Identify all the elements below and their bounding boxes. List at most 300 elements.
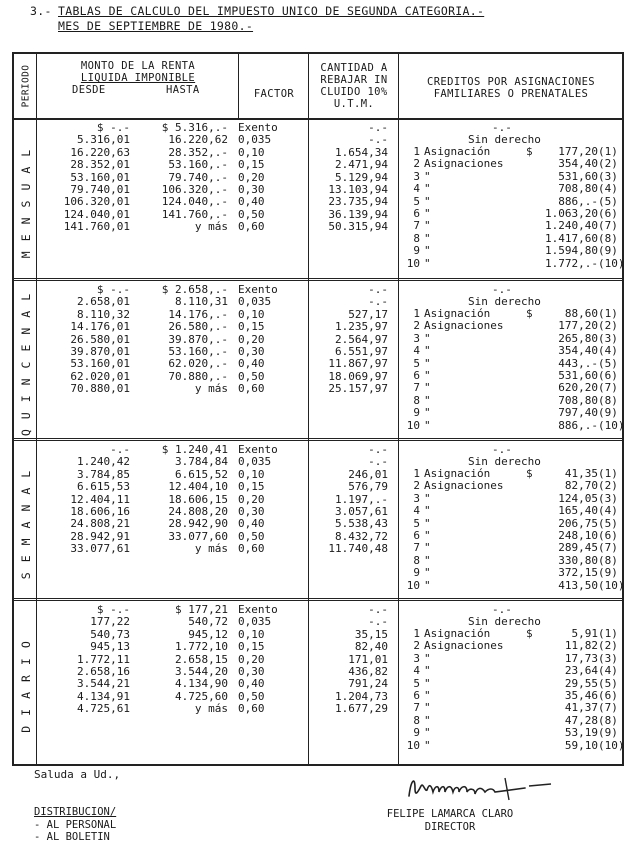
cell-desde: 12.404,11: [70, 492, 130, 506]
table-row: [14, 629, 398, 641]
cell-hasta: 1.772,10: [175, 640, 228, 654]
credit-row: [400, 333, 620, 345]
cell-hasta: 4.725,60: [175, 689, 228, 703]
table-row: [14, 654, 398, 666]
credit-label: ": [424, 566, 431, 580]
handwritten-signature: [405, 770, 555, 806]
credit-amount: 248,10: [558, 529, 598, 542]
credit-n: 5: [413, 516, 420, 530]
header-monto-line1: MONTO DE LA RENTA: [80, 60, 196, 72]
table-row: [14, 678, 398, 690]
credit-dollar: $: [526, 145, 533, 158]
credit-n: 5: [413, 194, 420, 208]
credit-amount: 354,40: [558, 344, 598, 358]
cell-desde: 62.020,01: [70, 369, 130, 383]
credit-label: Asignación: [424, 467, 491, 480]
credit-row: [400, 480, 620, 492]
cell-rebajar: 3.057,61: [335, 505, 388, 518]
cell-hasta: 4.134,90: [175, 677, 228, 691]
credit-idx: (2): [598, 479, 618, 493]
credit-amount: 1.417,60: [545, 231, 598, 245]
credit-idx: (2): [598, 639, 618, 653]
header-monto: [38, 60, 238, 96]
credit-amount: 41,35: [564, 467, 598, 480]
credit-label: ": [424, 393, 431, 407]
cell-hasta: $ 1.240,41: [161, 443, 228, 456]
period-label: QUINCENAL: [19, 283, 33, 437]
cell-desde: 6.615,53: [77, 480, 130, 494]
credit-row: [400, 505, 620, 517]
cell-desde: 1.772,11: [77, 652, 130, 666]
header-desde: DESDE: [72, 84, 106, 96]
cell-desde: 5.316,01: [77, 133, 130, 147]
table-row: [14, 159, 398, 171]
credit-label: ": [424, 244, 431, 258]
header-hasta: HASTA: [166, 84, 200, 96]
credit-label: ": [424, 529, 431, 542]
cell-desde: 79.740,01: [70, 183, 130, 196]
cell-factor: 0,15: [238, 320, 265, 334]
cell-desde: 24.808,21: [70, 517, 130, 531]
cell-hasta: y más: [194, 702, 228, 716]
credit-idx: (2): [598, 157, 618, 171]
distribution-item: - AL PERSONAL: [34, 818, 117, 831]
credit-idx: (10): [598, 256, 625, 270]
table-row: [14, 296, 398, 308]
credit-n: 3: [413, 491, 420, 505]
credit-amount: 206,75: [558, 516, 598, 530]
credit-amount: 11,82: [564, 639, 598, 653]
cell-desde: 124.040,01: [63, 207, 130, 221]
credit-amount: 53,19: [564, 726, 598, 740]
cell-factor: 0,50: [238, 369, 265, 383]
cell-desde: 2.658,16: [77, 665, 130, 678]
credit-label: ": [424, 726, 431, 740]
cell-desde: 8.110,32: [77, 307, 130, 321]
cell-rebajar: 11.740,48: [328, 542, 388, 556]
credit-row: [400, 738, 625, 752]
credit-row: [400, 542, 620, 554]
cell-rebajar: 23.735,94: [328, 195, 388, 209]
credit-row: [400, 171, 620, 183]
cell-desde: 33.077,61: [70, 542, 130, 556]
cell-factor: 0,035: [238, 295, 272, 309]
cell-rebajar: 436,82: [348, 665, 388, 678]
credit-idx: (6): [598, 689, 618, 702]
credit-n: 6: [413, 207, 420, 220]
cell-factor: 0,60: [238, 382, 265, 396]
credit-n: 6: [413, 369, 420, 382]
cell-desde: 28.942,91: [70, 529, 130, 543]
credit-label: ": [424, 194, 431, 208]
credit-n: 9: [413, 726, 420, 740]
table-row: [14, 494, 398, 506]
table-row: [14, 444, 398, 456]
cell-rebajar: 6.551,97: [335, 345, 388, 358]
cell-hasta: 62.020,.-: [168, 357, 228, 371]
credit-row: [400, 665, 620, 677]
credit-amount: 330,80: [558, 553, 598, 567]
credit-amount: 1.240,40: [545, 219, 598, 233]
cell-factor: 0,30: [238, 345, 265, 358]
period-label: SEMANAL: [19, 460, 33, 580]
credit-amount: 708,80: [558, 182, 598, 196]
cell-hasta: 14.176,.-: [168, 307, 228, 321]
credit-none: Sin derecho: [468, 133, 541, 146]
credit-label: ": [424, 256, 431, 270]
cell-desde: 28.352,01: [70, 158, 130, 172]
credit-amount: 372,15: [558, 566, 598, 580]
credit-amount: 5,91: [571, 627, 598, 640]
signer-title: DIRECTOR: [424, 821, 476, 833]
table-row: [14, 531, 398, 543]
credit-label: ": [424, 491, 431, 505]
cell-hasta: 3.544,20: [175, 665, 228, 678]
credit-row: [400, 233, 620, 245]
credit-amount: 88,60: [564, 307, 598, 320]
credits-column: [400, 121, 625, 278]
signer-name: FELIPE LAMARCA CLARO: [386, 808, 514, 820]
table-row: [14, 456, 398, 468]
credit-amount: 165,40: [558, 504, 598, 518]
credit-amount: 59,10: [564, 738, 598, 752]
cell-rebajar: -.-: [368, 133, 388, 147]
credit-none: Sin derecho: [468, 455, 541, 468]
table-row: [14, 284, 398, 296]
credit-row: [400, 653, 620, 665]
cell-factor: Exento: [238, 603, 278, 616]
cell-rebajar: -.-: [368, 283, 388, 296]
cell-factor: 0,20: [238, 332, 265, 346]
cell-hasta: 18.606,15: [168, 492, 228, 506]
credit-idx: (6): [598, 207, 618, 220]
table-row: [14, 309, 398, 321]
cell-hasta: 53.160,.-: [168, 158, 228, 172]
cell-rebajar: -.-: [368, 455, 388, 469]
credit-label: ": [424, 738, 431, 752]
cell-rebajar: 82,40: [354, 640, 388, 654]
cell-desde: 4.134,91: [77, 689, 130, 703]
credit-amount: 124,05: [558, 491, 598, 505]
cell-rebajar: 1.235,97: [335, 320, 388, 334]
cell-rebajar: 2.471,94: [335, 158, 388, 172]
table-row: [14, 469, 398, 481]
credit-label: ": [424, 553, 431, 567]
table-row: [14, 172, 398, 184]
cell-hasta: 70.880,.-: [168, 369, 228, 383]
period-section-mensual: [14, 120, 625, 280]
credit-idx: (5): [598, 676, 618, 690]
credit-row: [400, 220, 620, 232]
cell-hasta: $ 177,21: [175, 603, 228, 616]
credit-label: ": [424, 406, 431, 420]
cell-hasta: 945,12: [188, 627, 228, 641]
cell-hasta: 79.740,.-: [168, 170, 228, 184]
credit-n: 9: [413, 406, 420, 420]
header-factor: FACTOR: [253, 88, 295, 100]
credit-idx: (7): [598, 381, 618, 395]
cell-hasta: 124.040,.-: [161, 195, 228, 209]
cell-rebajar: 36.139,94: [328, 207, 388, 221]
cell-rebajar: 1.677,29: [335, 702, 388, 716]
credit-n: 7: [413, 381, 420, 395]
period-section-diario: [14, 602, 625, 764]
credit-idx: (2): [598, 319, 618, 333]
header-creditos: CREDITOS POR ASIGNACIONES FAMILIARES O PRENATALES: [426, 76, 596, 100]
cell-rebajar: -.-: [368, 615, 388, 629]
period-section-semanal: [14, 442, 625, 600]
credit-n: 5: [413, 676, 420, 690]
credit-n: 1: [413, 145, 420, 158]
cell-rebajar: 25.157,97: [328, 382, 388, 396]
table-row: [14, 196, 398, 208]
credit-dash: -.-: [492, 121, 512, 134]
credit-row: [400, 567, 620, 579]
credit-idx: (1): [598, 467, 618, 480]
table-row: [14, 334, 398, 346]
credit-label: ": [424, 651, 431, 665]
credit-row: [400, 640, 620, 652]
credit-amount: 354,40: [558, 157, 598, 171]
credit-idx: (9): [598, 244, 618, 258]
section-divider: [14, 278, 622, 281]
cell-desde: 70.880,01: [70, 382, 130, 396]
credit-label: ": [424, 381, 431, 395]
cell-factor: 0,15: [238, 480, 265, 494]
credit-row: [400, 407, 620, 419]
credit-row: [400, 678, 620, 690]
cell-hasta: y más: [194, 382, 228, 396]
table-row: [14, 691, 398, 703]
cell-factor: 0,60: [238, 542, 265, 556]
credit-row: [400, 715, 620, 727]
credit-label: ": [424, 701, 431, 715]
distribution-title: DISTRIBUCION/: [34, 806, 117, 818]
section-number: 3.-: [30, 4, 52, 18]
cell-desde: 53.160,01: [70, 357, 130, 371]
credit-n: 2: [413, 319, 420, 333]
credit-dash: -.-: [492, 443, 512, 456]
credit-row: [400, 493, 620, 505]
cell-factor: 0,15: [238, 158, 265, 172]
credit-idx: (6): [598, 369, 618, 382]
table-row: [14, 371, 398, 383]
credit-row: [400, 208, 620, 220]
credit-row: [400, 382, 620, 394]
table-row: [14, 122, 398, 134]
credit-label: ": [424, 689, 431, 702]
cell-desde: 3.544,21: [77, 677, 130, 691]
credit-dash: -.-: [492, 603, 512, 616]
cell-rebajar: 2.564,97: [335, 332, 388, 346]
credit-none: Sin derecho: [468, 295, 541, 308]
credit-amount: 82,70: [564, 479, 598, 493]
credit-idx: (7): [598, 541, 618, 555]
cell-hasta: 28.352,.-: [168, 145, 228, 159]
credit-idx: (4): [598, 664, 618, 678]
cell-rebajar: -.-: [368, 443, 388, 456]
credit-n: 4: [413, 182, 420, 196]
credit-row: [400, 358, 620, 370]
credits-column: [400, 283, 625, 438]
cell-desde: 177,22: [90, 615, 130, 629]
cell-factor: Exento: [238, 283, 278, 296]
credit-idx: (8): [598, 393, 618, 407]
credit-idx: (8): [598, 713, 618, 727]
credit-label: ": [424, 369, 431, 382]
cell-hasta: 12.404,10: [168, 480, 228, 494]
credit-amount: 531,60: [558, 369, 598, 382]
cell-rebajar: 791,24: [348, 677, 388, 691]
cell-desde: 4.725,61: [77, 702, 130, 716]
credit-amount: 23,64: [564, 664, 598, 678]
credit-idx: (1): [598, 145, 618, 158]
credit-n: 8: [413, 393, 420, 407]
cell-factor: 0,035: [238, 455, 272, 469]
credit-idx: (10): [598, 738, 625, 752]
credit-label: ": [424, 504, 431, 518]
table-row: [14, 321, 398, 333]
credit-row: [400, 727, 620, 739]
table-row: [14, 346, 398, 358]
cell-rebajar: 35,15: [354, 627, 388, 641]
credits-column: [400, 603, 625, 762]
heading-line-1: TABLAS DE CALCULO DEL IMPUESTO UNICO DE SEGUNDA CATEGORIA.-: [58, 4, 485, 18]
cell-hasta: 540,72: [188, 615, 228, 629]
cell-desde: 18.606,16: [70, 505, 130, 518]
credit-amount: 443,.-: [558, 356, 598, 370]
credit-label: Asignación: [424, 627, 491, 640]
cell-hasta: 28.942,90: [168, 517, 228, 531]
table-row: [14, 518, 398, 530]
cell-rebajar: 11.867,97: [328, 357, 388, 371]
credit-label: Asignaciones: [424, 319, 504, 333]
table-row: [14, 221, 398, 233]
cell-rebajar: 1.197,.-: [335, 492, 388, 506]
credit-idx: (9): [598, 726, 618, 740]
credit-idx: (10): [598, 578, 625, 592]
credit-n: 1: [413, 467, 420, 480]
table-row: [14, 481, 398, 493]
credit-label: ": [424, 207, 431, 220]
credit-idx: (3): [598, 651, 618, 665]
credits-column: [400, 443, 625, 598]
cell-rebajar: -.-: [368, 603, 388, 616]
credit-row: [400, 395, 620, 407]
table-row: [14, 604, 398, 616]
cell-hasta: 2.658,15: [175, 652, 228, 666]
credit-label: ": [424, 676, 431, 690]
credit-label: ": [424, 219, 431, 233]
table-row: [14, 666, 398, 678]
credit-dollar: $: [526, 467, 533, 480]
credit-row: [400, 256, 625, 270]
document-heading: [30, 4, 484, 34]
cell-hasta: $ 5.316,.-: [161, 121, 228, 134]
credit-idx: (10): [598, 418, 625, 432]
section-divider: [14, 438, 622, 441]
cell-factor: 0,40: [238, 195, 265, 209]
credit-label: Asignaciones: [424, 479, 504, 493]
cell-factor: 0,60: [238, 220, 265, 234]
cell-desde: 39.870,01: [70, 345, 130, 358]
cell-hasta: 33.077,60: [168, 529, 228, 543]
cell-desde: 540,73: [90, 627, 130, 641]
credit-amount: 708,80: [558, 393, 598, 407]
cell-factor: 0,50: [238, 689, 265, 703]
cell-rebajar: 1.654,34: [335, 145, 388, 159]
table-row: [14, 383, 398, 395]
cell-hasta: y más: [194, 220, 228, 234]
table-row: [14, 184, 398, 196]
credit-row: [400, 578, 625, 592]
credit-n: 7: [413, 541, 420, 555]
period-label: DIARIO: [19, 631, 33, 733]
credit-amount: 1.772,.-: [545, 256, 598, 270]
credit-label: Asignaciones: [424, 639, 504, 653]
cell-rebajar: 50.315,94: [328, 220, 388, 234]
credit-row: [400, 146, 620, 158]
cell-desde: 945,13: [90, 640, 130, 654]
credit-row: [400, 158, 620, 170]
cell-factor: Exento: [238, 121, 278, 134]
header-monto-line2: LIQUIDA IMPONIBLE: [80, 72, 196, 84]
credit-amount: 41,37: [564, 701, 598, 715]
cell-rebajar: 246,01: [348, 467, 388, 481]
cell-hasta: 8.110,31: [175, 295, 228, 309]
cell-rebajar: 5.538,43: [335, 517, 388, 531]
credit-idx: (5): [598, 194, 618, 208]
credit-n: 1: [413, 307, 420, 320]
cell-factor: Exento: [238, 443, 278, 456]
distribution-list: [34, 806, 116, 844]
credit-idx: (4): [598, 182, 618, 196]
credit-n: 5: [413, 356, 420, 370]
table-row: [14, 703, 398, 715]
cell-factor: 0,20: [238, 652, 265, 666]
credit-dollar: $: [526, 627, 533, 640]
cell-rebajar: 576,79: [348, 480, 388, 494]
credit-n: 10: [406, 578, 420, 592]
table-row: [14, 506, 398, 518]
credit-idx: (8): [598, 231, 618, 245]
cell-desde: $ -.-: [96, 121, 130, 134]
cell-rebajar: 1.204,73: [335, 689, 388, 703]
credit-amount: 177,20: [558, 145, 598, 158]
credit-idx: (1): [598, 307, 618, 320]
cell-factor: 0,50: [238, 529, 265, 543]
credit-label: ": [424, 664, 431, 678]
period-label: MENSUAL: [19, 139, 33, 259]
cell-desde: $ -.-: [96, 283, 130, 296]
credit-idx: (4): [598, 344, 618, 358]
table-row: [14, 134, 398, 146]
section-divider: [14, 598, 622, 601]
credit-label: ": [424, 516, 431, 530]
cell-factor: 0,10: [238, 467, 265, 481]
tax-table: [12, 52, 624, 766]
credit-amount: 265,80: [558, 331, 598, 345]
cell-rebajar: 5.129,94: [335, 170, 388, 184]
table-row: [14, 358, 398, 370]
credit-label: ": [424, 418, 431, 432]
credit-n: 4: [413, 664, 420, 678]
credit-n: 3: [413, 651, 420, 665]
table-header: [14, 54, 622, 120]
credit-idx: (3): [598, 491, 618, 505]
cell-factor: 0,10: [238, 307, 265, 321]
cell-factor: 0,30: [238, 183, 265, 196]
